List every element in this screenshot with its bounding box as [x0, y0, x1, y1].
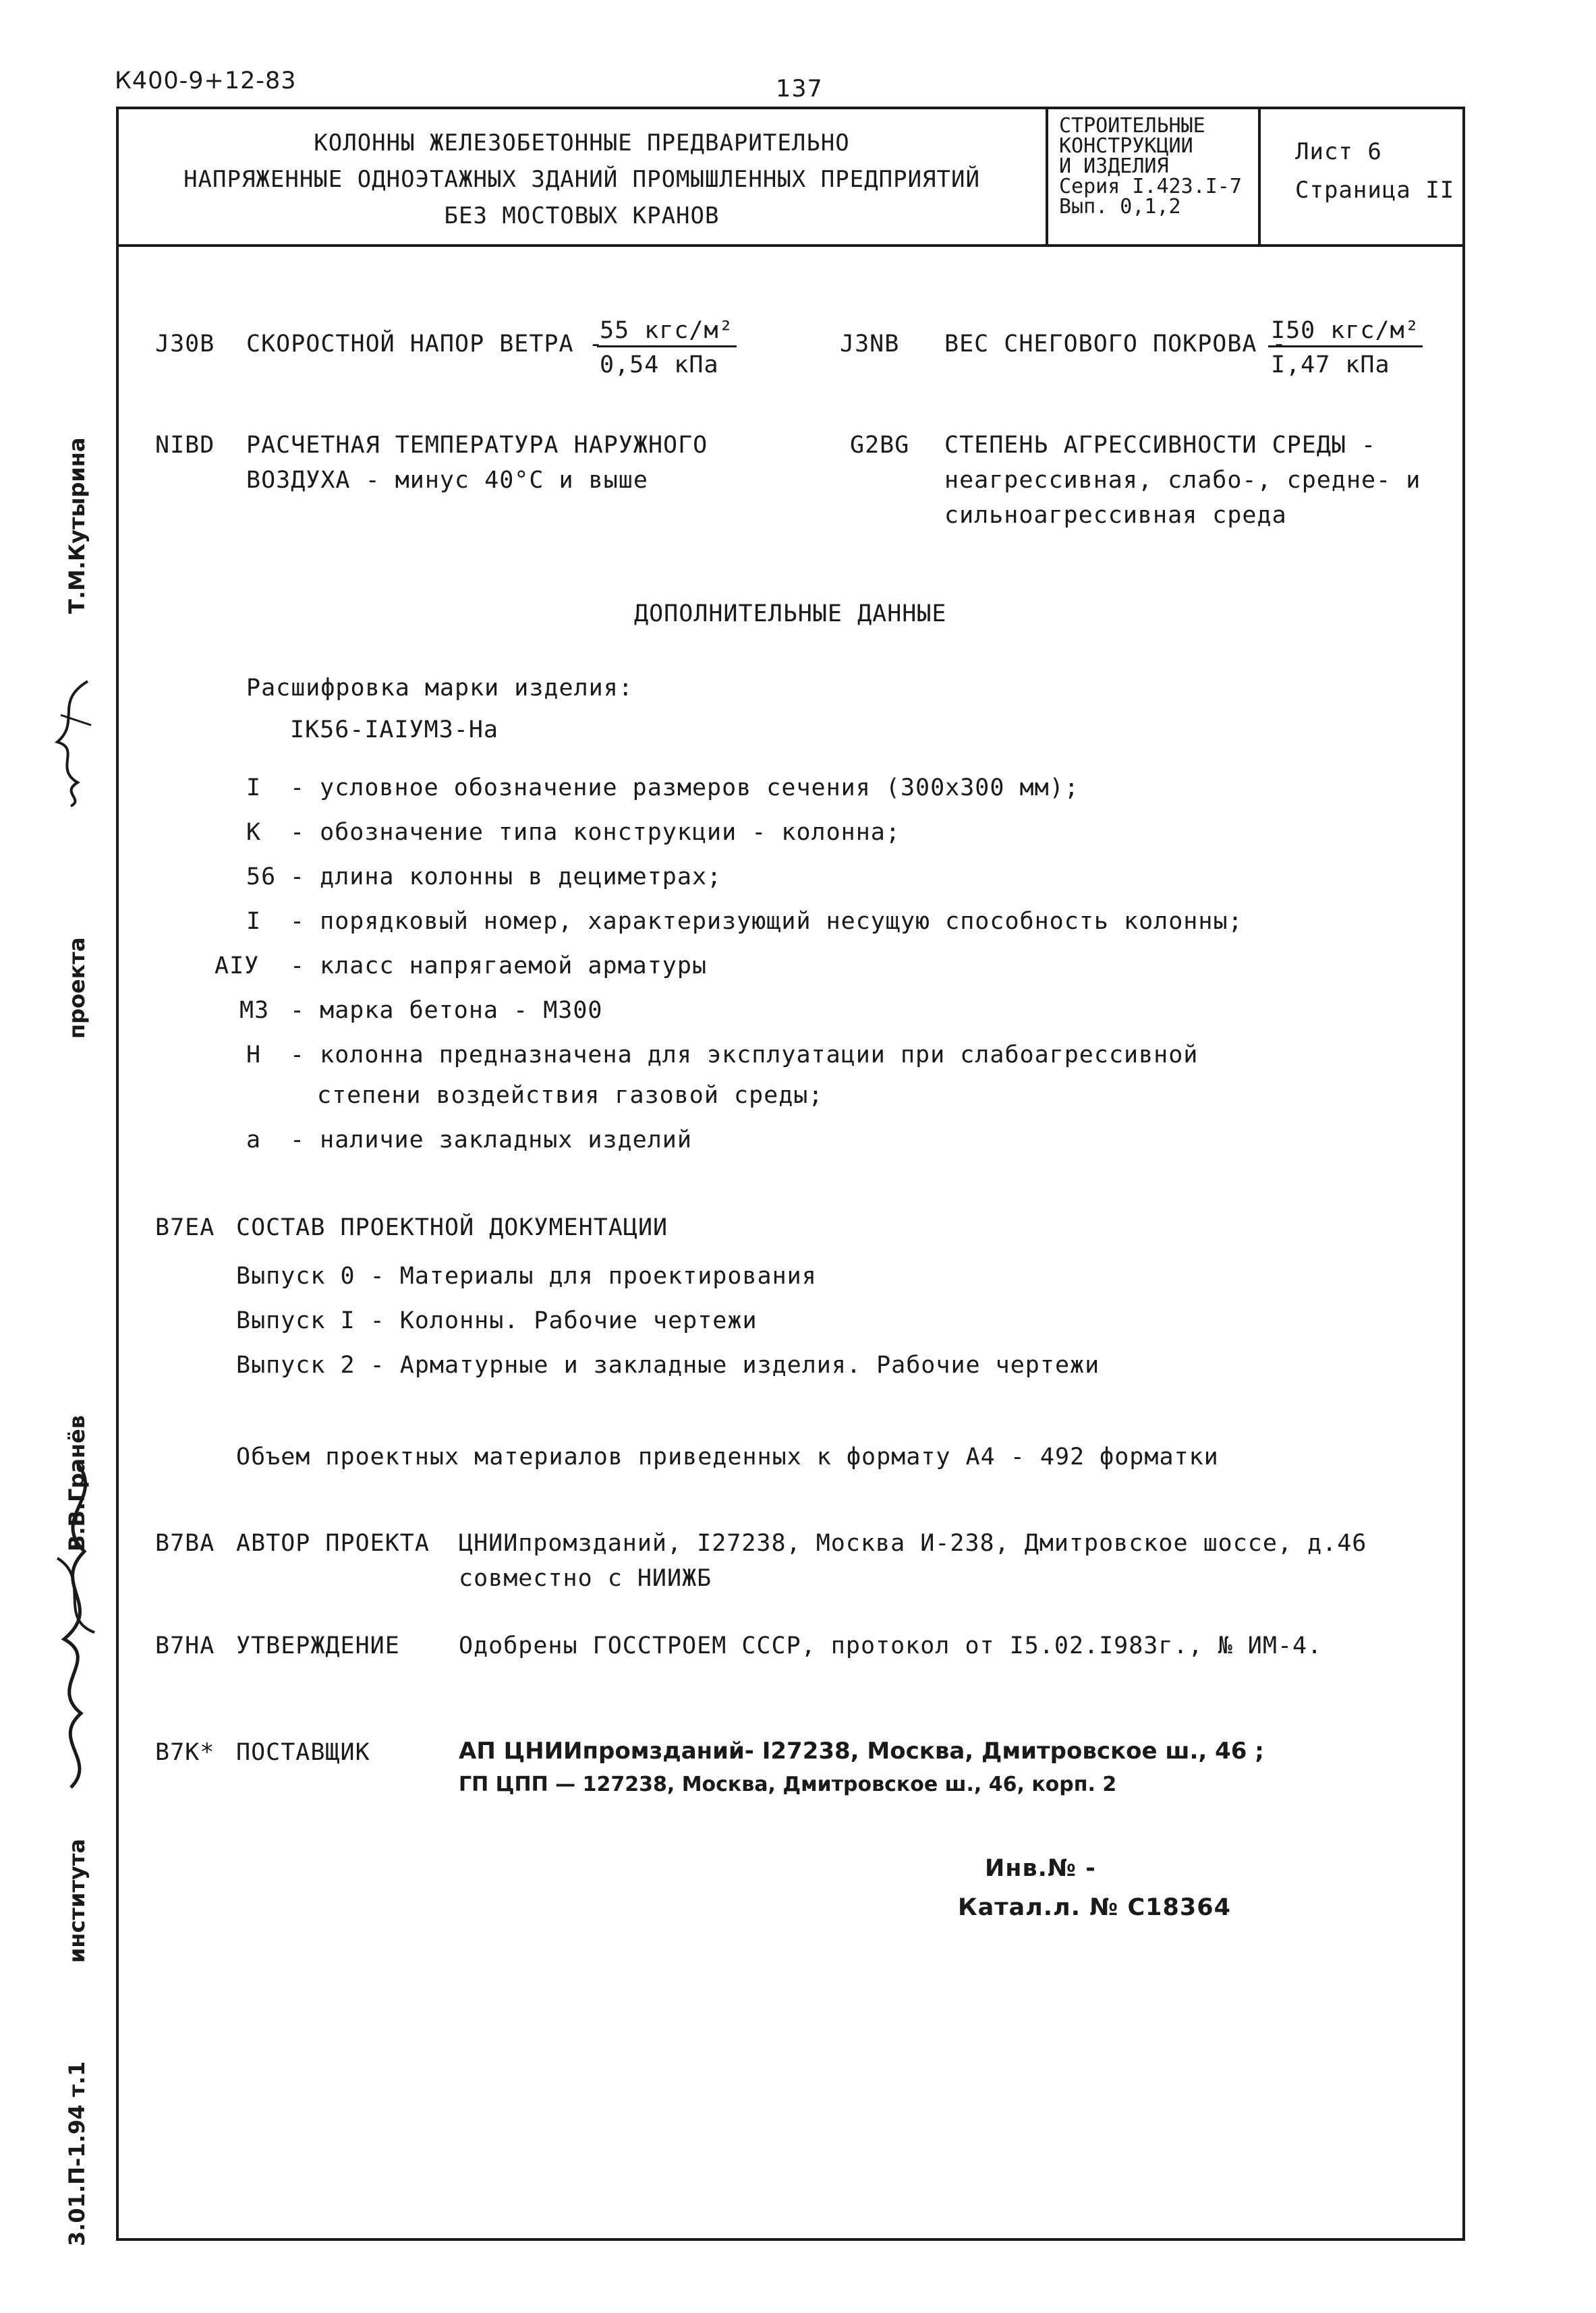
side-stamp: 3.01.П-1.94 т.1: [64, 2061, 90, 2246]
sheet-label: Лист 6: [1295, 138, 1382, 165]
temp-line-2: ВОЗДУХА - минус 40°С и выше: [246, 467, 648, 494]
title-line-2: НАПРЯЖЕННЫЕ ОДНОЭТАЖНЫХ ЗДАНИЙ ПРОМЫШЛЕННЫХ ПРЕДПРИЯТИЙ: [183, 166, 980, 193]
issue-1: Выпуск I - Колонны. Рабочие чертежи: [236, 1307, 758, 1334]
list-item-key: Н: [246, 1041, 262, 1068]
page-number: 137: [776, 76, 823, 103]
approval-code: B7HA: [155, 1632, 215, 1659]
aggr-code: G2BG: [850, 432, 910, 459]
approval-label: УТВЕРЖДЕНИЕ: [236, 1632, 400, 1659]
series-line-2: КОНСТРУКЦИИ: [1059, 134, 1193, 158]
aggr-line-3: сильноагрессивная среда: [944, 502, 1287, 529]
inventory-line-1: Инв.№ -: [985, 1855, 1096, 1882]
supplier-line-2: ГП ЦПП — 127238, Москва, Дмитровское ш., 46, корп. 2: [459, 1773, 1117, 1796]
list-item-text: - класс напрягаемой арматуры: [290, 952, 708, 979]
list-item-key: I: [246, 774, 262, 801]
signature-granev: [37, 1457, 111, 1794]
title-line-3: БЕЗ МОСТОВЫХ КРАНОВ: [444, 202, 720, 229]
snow-value-kgs: I50 кгс/м²: [1268, 317, 1423, 347]
signature-kutyrina: [40, 675, 101, 809]
composition-heading: СОСТАВ ПРОЕКТНОЙ ДОКУМЕНТАЦИИ: [236, 1214, 668, 1241]
list-item-key: а: [246, 1126, 262, 1153]
list-item-text: - колонна предназначена для эксплуатации при слабоагрессивной: [290, 1041, 1199, 1068]
series-line-1: СТРОИТЕЛЬНЫЕ: [1059, 114, 1205, 138]
side-label-project: проекта: [64, 937, 90, 1039]
list-item-text: - длина колонны в дециметрах;: [290, 863, 722, 890]
wind-label: СКОРОСТНОЙ НАПОР ВЕТРА -: [246, 331, 604, 358]
list-item-key: АIУ: [215, 952, 260, 979]
decode-label: Расшифровка марки изделия:: [246, 675, 633, 702]
list-item-text: - обозначение типа конструкции - колонна;: [290, 819, 901, 846]
issue-2: Выпуск 2 - Арматурные и закладные изделия. Рабочие чертежи: [236, 1352, 1100, 1379]
author-line-1: ЦНИИпромзданий, I27238, Москва И-238, Дмитровское шоссе, д.46: [459, 1530, 1367, 1557]
series-block: [1059, 116, 1242, 217]
composition-code: B7EA: [155, 1214, 215, 1241]
list-item-text: - марка бетона - М300: [290, 997, 603, 1024]
snow-code: J3NB: [840, 331, 900, 358]
list-item-key: I: [246, 908, 262, 935]
extra-heading: ДОПОЛНИТЕЛЬНЫЕ ДАННЫЕ: [634, 600, 947, 627]
wind-value-kgs: 55 кгс/м²: [597, 317, 737, 347]
series-line-3: И ИЗДЕЛИЯ: [1059, 154, 1169, 178]
page-label: Страница II: [1295, 177, 1455, 204]
wind-code: J30B: [155, 331, 215, 358]
author-label: АВТОР ПРОЕКТА: [236, 1530, 430, 1557]
approval-text: Одобрены ГОССТРОЕМ СССР, протокол от I5.02.I983г., № ИМ-4.: [459, 1632, 1323, 1659]
series-line-5: Вып. 0,1,2: [1059, 195, 1181, 219]
list-item-key: М3: [239, 997, 270, 1024]
supplier-line-1: АП ЦНИИпромзданий- I27238, Москва, Дмитровское ш., 46 ;: [459, 1738, 1264, 1765]
title-line-1: КОЛОННЫ ЖЕЛЕЗОБЕТОННЫЕ ПРЕДВАРИТЕЛЬНО: [314, 130, 850, 156]
side-name-1: Т.М.Кутырина: [64, 437, 90, 614]
list-item-key: 56: [246, 863, 277, 890]
author-line-2: совместно с НИИЖБ: [459, 1565, 712, 1592]
temp-code: NIBD: [155, 432, 215, 459]
wind-value-kpa: 0,54 кПа: [600, 351, 719, 378]
wind-value: [597, 317, 737, 378]
supplier-label: ПОСТАВЩИК: [236, 1739, 370, 1766]
inventory-line-2: Катал.л. № С18364: [958, 1894, 1231, 1921]
list-item-text: - наличие закладных изделий: [290, 1126, 692, 1153]
aggr-line-1: СТЕПЕНЬ АГРЕССИВНОСТИ СРЕДЫ -: [944, 432, 1377, 459]
aggr-line-2: неагрессивная, слабо-, средне- и: [944, 467, 1421, 494]
side-label-institute: института: [64, 1838, 90, 1963]
list-item-key: К: [246, 819, 262, 846]
series-line-4: Серия I.423.I-7: [1059, 175, 1242, 198]
issue-0: Выпуск 0 - Материалы для проектирования: [236, 1263, 817, 1290]
side-name-2: В.В.Гранёв: [64, 1415, 90, 1551]
snow-value: [1268, 317, 1423, 378]
list-item-text: - порядковый номер, характеризующий несущую способность колонны;: [290, 908, 1243, 935]
document-code: К400-9+12-83: [115, 67, 297, 94]
snow-value-kpa: I,47 кПа: [1271, 351, 1390, 378]
temp-line-1: РАСЧЕТНАЯ ТЕМПЕРАТУРА НАРУЖНОГО: [246, 432, 708, 459]
list-item-text: степени воздействия газовой среды;: [317, 1082, 824, 1109]
snow-label: ВЕС СНЕГОВОГО ПОКРОВА -: [944, 331, 1287, 358]
product-mark: IК56-IАIУМ3-На: [290, 716, 499, 743]
volume-text: Объем проектных материалов приведенных к формату А4 - 492 форматки: [236, 1444, 1219, 1470]
supplier-code: B7K*: [155, 1739, 215, 1766]
author-code: B7BA: [155, 1530, 215, 1557]
list-item-text: - условное обозначение размеров сечения (300х300 мм);: [290, 774, 1079, 801]
